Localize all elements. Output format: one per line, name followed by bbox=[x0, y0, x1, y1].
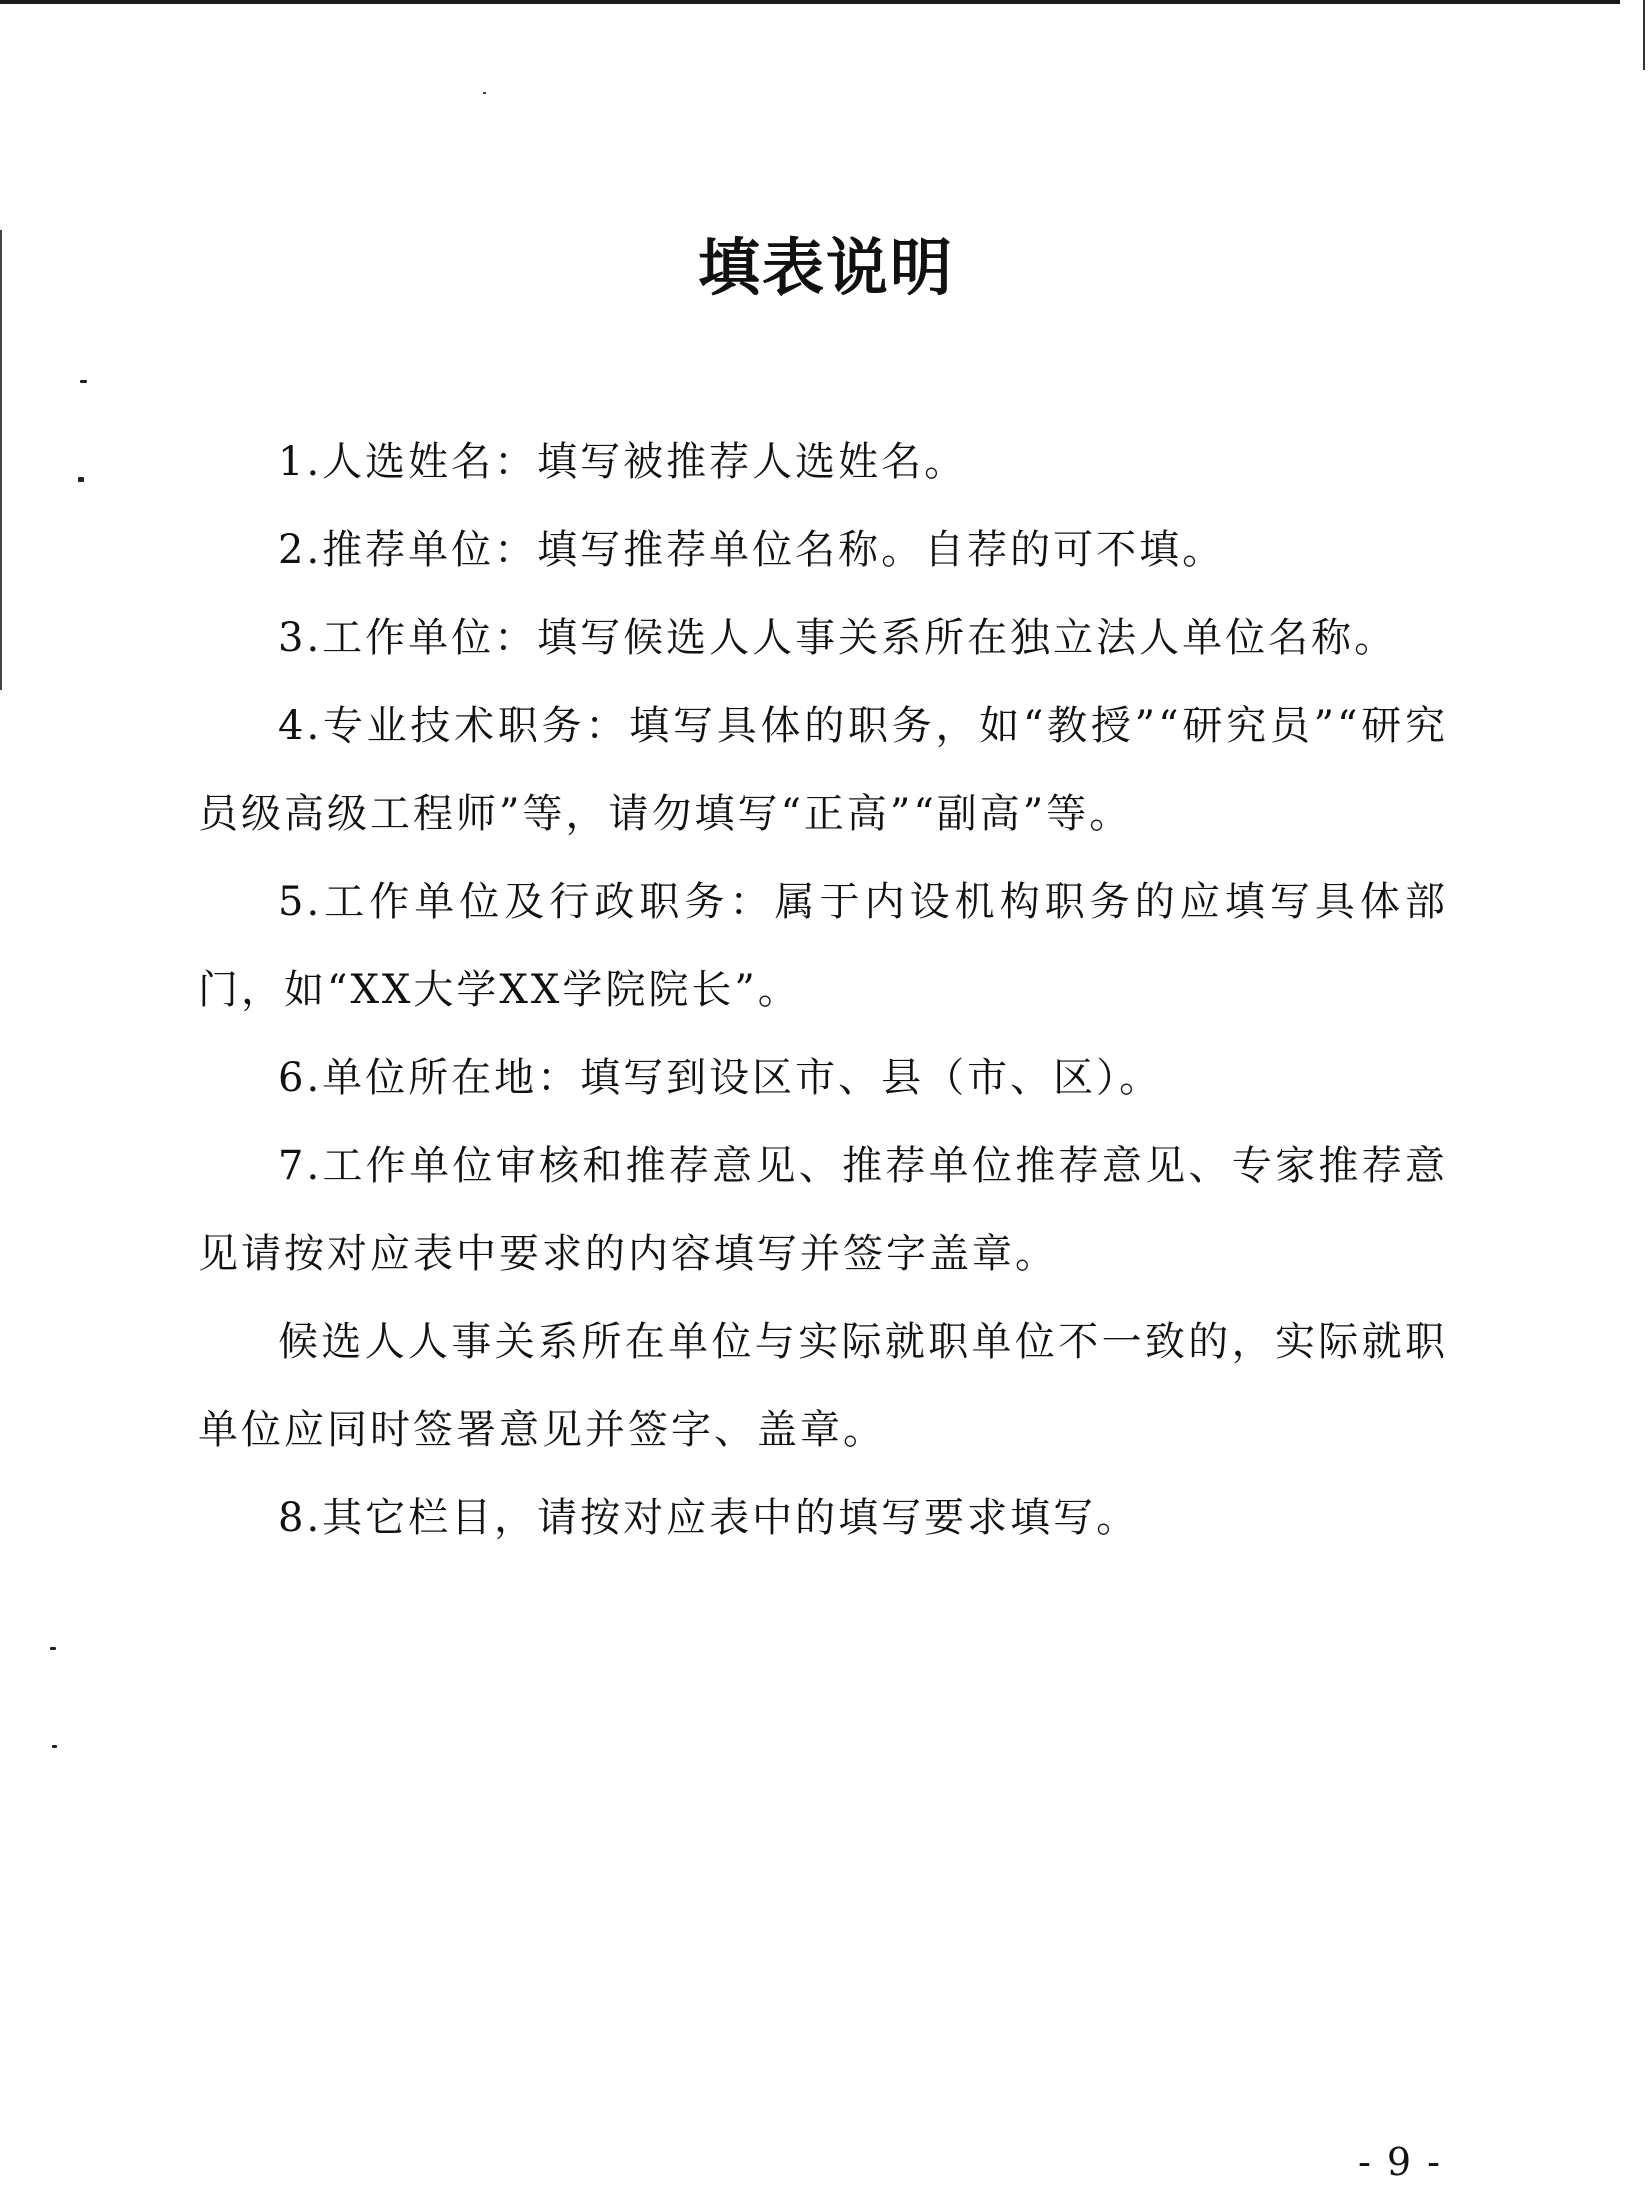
scan-speck bbox=[50, 1647, 56, 1650]
instruction-item-7-note: 候选人人事关系所在单位与实际就职单位不一致的，实际就职单位应同时签署意见并签字、盖章。 bbox=[198, 1319, 1448, 1453]
instruction-item-2: 2.推荐单位：填写推荐单位名称。自荐的可不填。 bbox=[278, 527, 1226, 573]
page-title: 填表说明 bbox=[697, 231, 954, 304]
page-number: - 9 - bbox=[1357, 2140, 1442, 2184]
instruction-item-8: 8.其它栏目，请按对应表中的填写要求填写。 bbox=[278, 1495, 1140, 1541]
scan-speck bbox=[483, 92, 486, 94]
scan-speck bbox=[52, 1745, 57, 1748]
scan-speck bbox=[80, 380, 87, 383]
instruction-item-3: 3.工作单位：填写候选人人事关系所在独立法人单位名称。 bbox=[278, 615, 1398, 661]
instruction-item-5: 5.工作单位及行政职务：属于内设机构职务的应填写具体部门，如“XX大学XX学院院长”。 bbox=[198, 879, 1448, 1013]
instruction-item-4: 4.专业技术职务：填写具体的职务，如“教授”“研究员”“研究员级高级工程师”等，请勿填写“正高”“副高”等。 bbox=[198, 703, 1448, 837]
instruction-item-7: 7.工作单位审核和推荐意见、推荐单位推荐意见、专家推荐意见请按对应表中要求的内容填写并签字盖章。 bbox=[198, 1143, 1448, 1277]
instructions-body bbox=[198, 418, 1448, 1562]
scan-edge-right bbox=[1643, 0, 1645, 70]
instruction-item-6: 6.单位所在地：填写到设区市、县（市、区）。 bbox=[278, 1055, 1163, 1101]
instruction-item-1: 1.人选姓名：填写被推荐人选姓名。 bbox=[278, 439, 968, 485]
scan-speck bbox=[78, 477, 84, 482]
scan-edge-top bbox=[0, 0, 1620, 4]
